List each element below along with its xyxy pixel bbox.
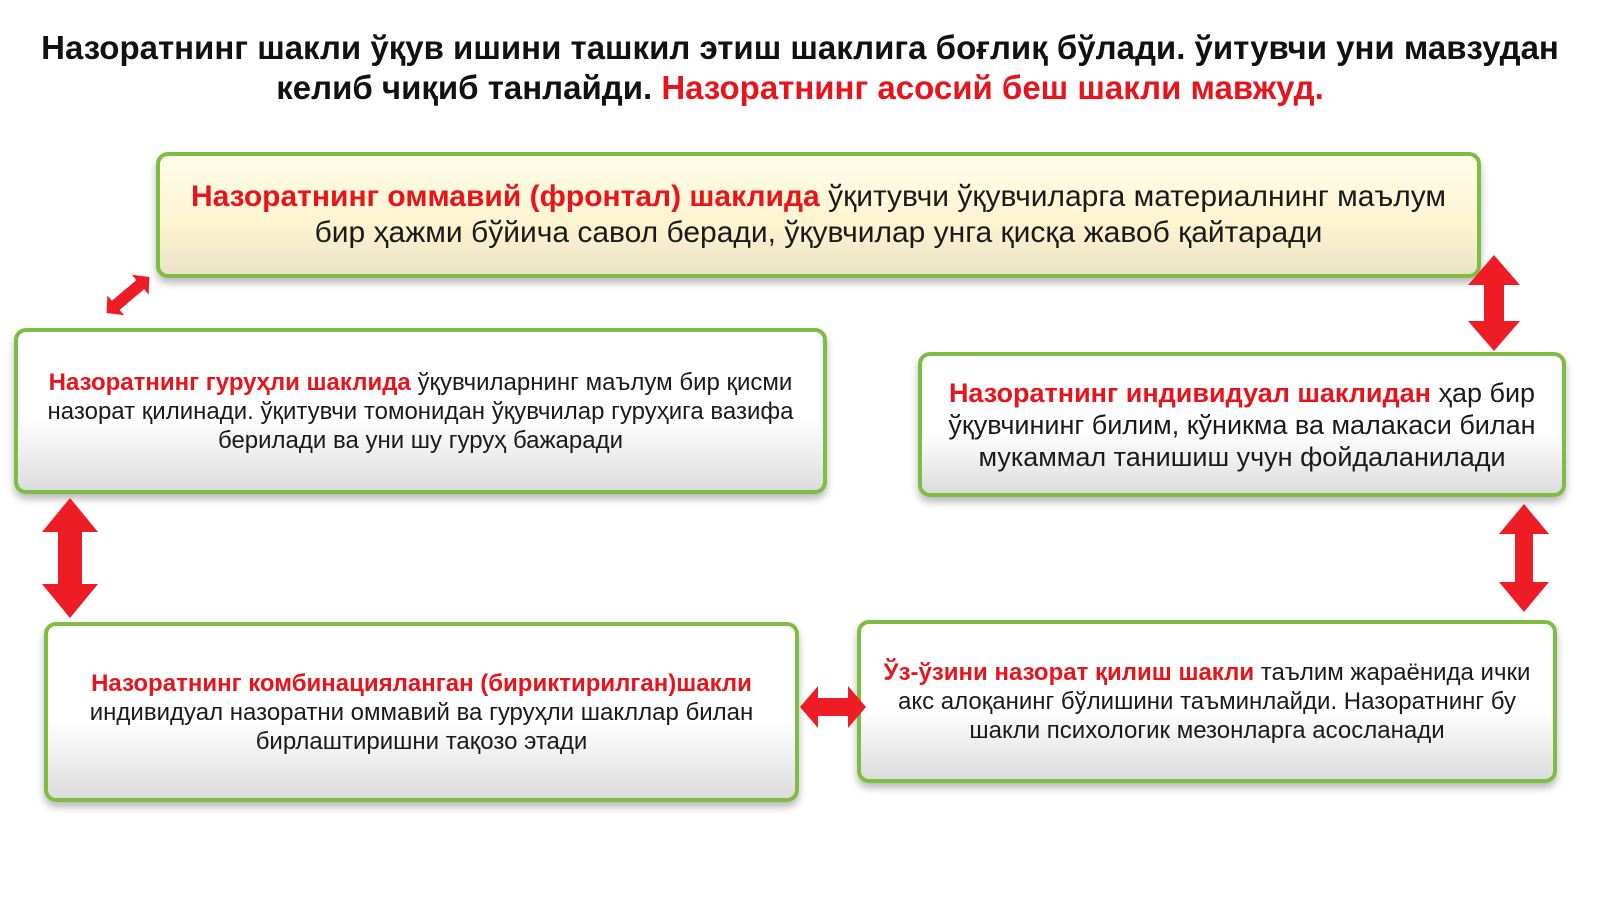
diagonal-double-arrow-icon xyxy=(100,270,156,320)
heading-text: Назоратнинг шакли ўқув ишини ташкил этиш шаклига боғлиқ бўлади. ўитувчи уни мавзудан келиб чиқиб танлайди. xyxy=(41,29,1559,106)
slide-heading xyxy=(40,28,1560,108)
individual-form-box xyxy=(918,352,1566,497)
self-control-form-box xyxy=(857,620,1557,783)
individual-form-content xyxy=(940,377,1544,473)
group-form-content xyxy=(42,368,799,455)
horizontal-double-arrow-icon xyxy=(800,686,866,728)
vertical-double-arrow-icon xyxy=(1499,504,1549,612)
combined-form-content xyxy=(68,669,775,756)
self-control-form-text: таълим жараёнида ички акс алоқанинг бўлишини таъминлайди. Назоратнинг бу шакли психологик мезонларга асосланади xyxy=(897,659,1531,744)
combined-form-title: Назоратнинг комбинацияланган (бириктирилган)шакли xyxy=(91,669,752,697)
frontal-form-content xyxy=(180,179,1457,251)
vertical-double-arrow-icon xyxy=(42,498,98,618)
individual-form-text: ҳар бир ўқувчининг билим, кўникма ва малакаси билан мукаммал танишиш учун фойдаланилади xyxy=(948,377,1536,472)
frontal-form-box xyxy=(156,152,1481,278)
self-control-form-content xyxy=(877,658,1537,745)
heading-highlight: Назоратнинг асосий беш шакли мавжуд. xyxy=(661,69,1324,106)
combined-form-box xyxy=(44,622,799,802)
frontal-form-text: ўқитувчи ўқувчиларга материалнинг маълум бир ҳажми бўйича савол беради, ўқувчилар унга қисқа жавоб қайтаради xyxy=(314,180,1447,249)
frontal-form-title: Назоратнинг оммавий (фронтал) шаклида xyxy=(190,180,820,213)
group-form-text: ўқувчиларнинг маълум бир қисми назорат қилинади. ўқитувчи томонидан ўқувчилар гуруҳига вазифа берилади ва уни шу гуруҳ бажаради xyxy=(47,368,794,454)
self-control-form-title: Ўз-ўзини назорат қилиш шакли xyxy=(883,659,1255,686)
combined-form-text: индивидуал назоратни оммавий ва гуруҳли шакллар билан бирлаштиришни тақозо этади xyxy=(89,698,754,755)
individual-form-title: Назоратнинг индивидуал шаклидан xyxy=(948,377,1431,408)
vertical-double-arrow-icon xyxy=(1466,255,1522,351)
group-form-title: Назоратнинг гуруҳли шаклида xyxy=(48,368,411,396)
group-form-box xyxy=(14,328,827,494)
